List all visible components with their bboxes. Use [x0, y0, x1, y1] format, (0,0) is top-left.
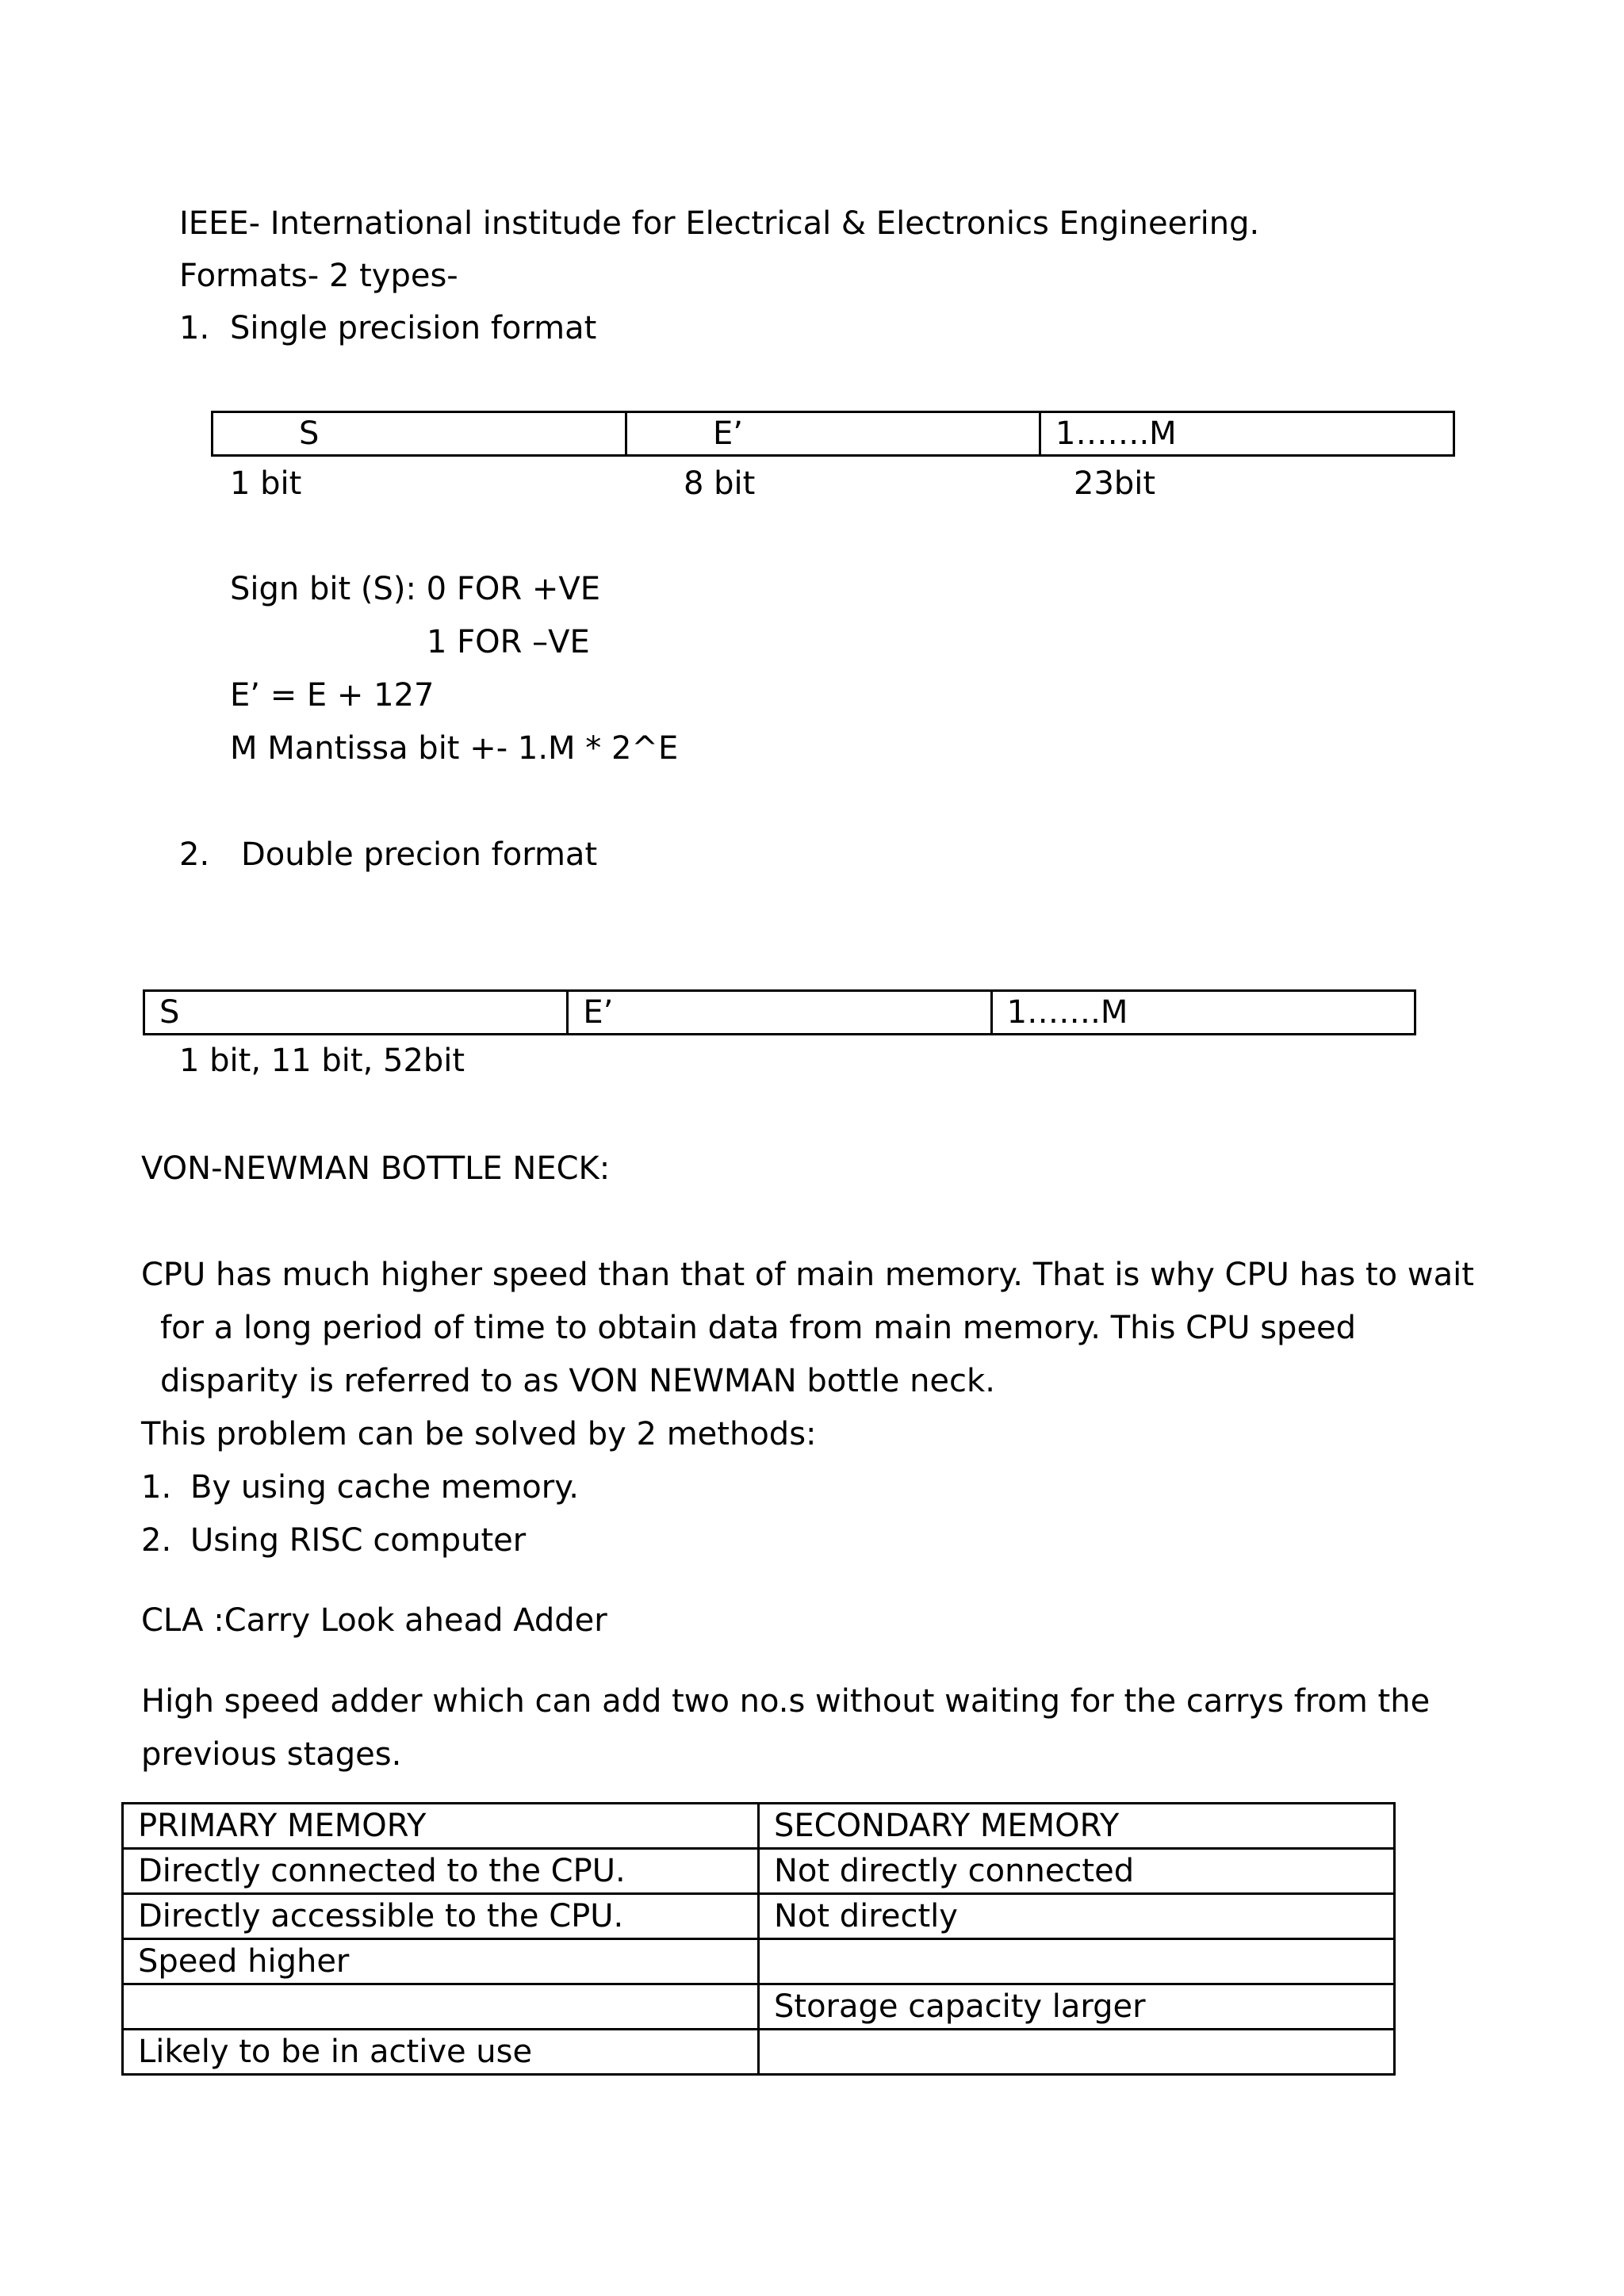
double-sign-cell: S	[144, 991, 568, 1035]
method-1-number: 1.	[141, 1469, 172, 1506]
single-format-label: Single precision format	[230, 310, 597, 346]
table-row	[123, 1939, 1395, 1984]
memory-comparison-table	[121, 1802, 1396, 2076]
double-mantissa-cell: 1…….M	[991, 991, 1415, 1035]
table-row	[123, 2030, 1395, 2075]
secondary-cell	[759, 2030, 1395, 2075]
von-line-3: disparity is referred to as VON NEWMAN bottle neck.	[160, 1363, 995, 1399]
secondary-memory-header: SECONDARY MEMORY	[759, 1804, 1395, 1849]
cla-heading: CLA :Carry Look ahead Adder	[141, 1602, 607, 1639]
von-line-2: for a long period of time to obtain data from main memory. This CPU speed	[160, 1310, 1357, 1346]
mantissa-formula: M Mantissa bit +- 1.M * 2^E	[230, 730, 679, 767]
sign-size: 1 bit	[230, 465, 302, 502]
method-2-text: Using RISC computer	[190, 1522, 527, 1559]
secondary-cell: Not directly connected	[759, 1849, 1395, 1894]
table-row	[123, 1849, 1395, 1894]
table-header-row	[123, 1804, 1395, 1849]
table-row	[123, 1984, 1395, 2030]
exponent-cell: E’	[626, 412, 1040, 456]
sign-bit-negative: 1 FOR –VE	[427, 624, 590, 660]
exponent-size: 8 bit	[684, 465, 756, 502]
primary-cell: Speed higher	[123, 1939, 759, 1984]
primary-cell: Likely to be in active use	[123, 2030, 759, 2075]
table-row	[123, 1894, 1395, 1939]
double-precision-table	[143, 989, 1416, 1035]
exponent-formula: E’ = E + 127	[230, 677, 435, 714]
von-newman-heading: VON-NEWMAN BOTTLE NECK:	[141, 1150, 611, 1187]
method-2-number: 2.	[141, 1522, 172, 1559]
secondary-cell: Not directly	[759, 1894, 1395, 1939]
double-format-number: 2.	[179, 836, 210, 873]
method-1-text: By using cache memory.	[190, 1469, 579, 1506]
double-sizes: 1 bit, 11 bit, 52bit	[179, 1043, 465, 1079]
ieee-definition: IEEE- International institude for Electrical & Electronics Engineering.	[179, 205, 1260, 242]
double-format-label: Double precion format	[241, 836, 598, 873]
primary-cell: Directly accessible to the CPU.	[123, 1894, 759, 1939]
primary-memory-header: PRIMARY MEMORY	[123, 1804, 759, 1849]
secondary-cell	[759, 1939, 1395, 1984]
single-precision-table	[211, 411, 1455, 457]
cla-line-2: previous stages.	[141, 1736, 402, 1773]
formats-line: Formats- 2 types-	[179, 258, 458, 294]
secondary-cell: Storage capacity larger	[759, 1984, 1395, 2030]
mantissa-size: 23bit	[1074, 465, 1156, 502]
mantissa-cell: 1…….M	[1040, 412, 1454, 456]
sign-bit-positive: Sign bit (S): 0 FOR +VE	[230, 571, 600, 607]
double-exponent-cell: E’	[568, 991, 991, 1035]
solve-line: This problem can be solved by 2 methods:	[141, 1416, 817, 1452]
primary-cell	[123, 1984, 759, 2030]
cla-line-1: High speed adder which can add two no.s without waiting for the carrys from the	[141, 1683, 1431, 1720]
sign-cell: S	[213, 412, 626, 456]
von-line-1: CPU has much higher speed than that of main memory. That is why CPU has to wait	[141, 1257, 1474, 1293]
primary-cell: Directly connected to the CPU.	[123, 1849, 759, 1894]
single-format-number: 1.	[179, 310, 210, 346]
